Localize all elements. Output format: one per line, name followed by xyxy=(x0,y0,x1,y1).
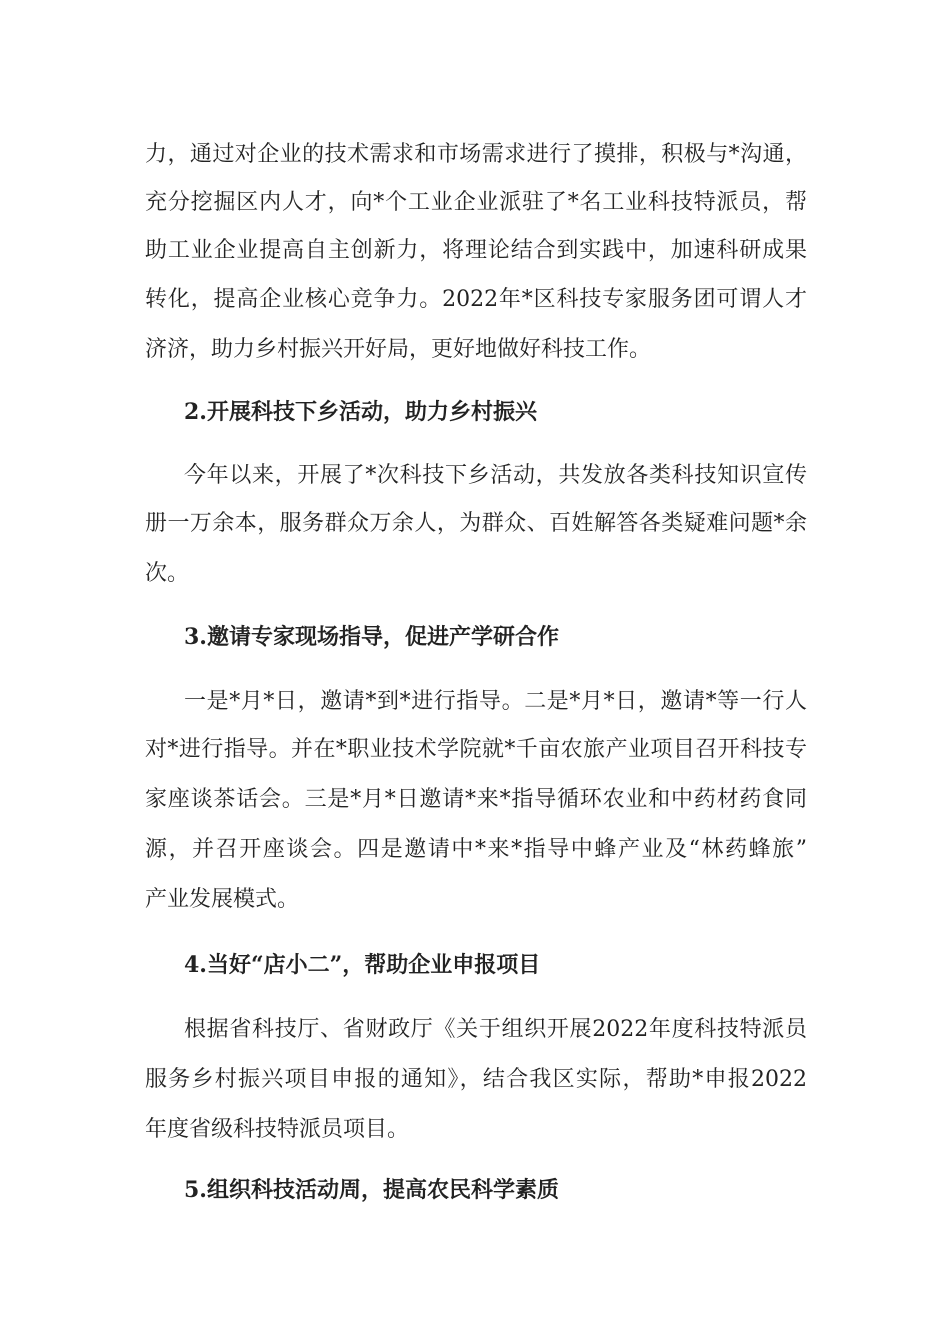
section-heading: 4.当好“店小二”，帮助企业申报项目 xyxy=(184,952,541,978)
paragraph-line: 产业发展模式。 xyxy=(145,887,300,912)
paragraph-line: 充分挖掘区内人才，向*个工业企业派驻了*名工业科技特派员，帮 xyxy=(145,190,807,215)
section-heading: 2.开展科技下乡活动，助力乡村振兴 xyxy=(184,399,537,425)
paragraph-line: 今年以来，开展了*次科技下乡活动，共发放各类科技知识宣传 xyxy=(184,463,807,488)
paragraph-line: 服务乡村振兴项目申报的通知》，结合我区实际，帮助*申报2022 xyxy=(145,1067,807,1092)
paragraph-line: 次。 xyxy=(145,561,190,586)
paragraph-line: 源，并召开座谈会。四是邀请中*来*指导中蜂产业及“林药蜂旅” xyxy=(145,837,807,862)
section-heading: 3.邀请专家现场指导，促进产学研合作 xyxy=(184,624,559,650)
paragraph-line: 一是*月*日，邀请*到*进行指导。二是*月*日，邀请*等一行人 xyxy=(184,689,807,714)
paragraph-line: 根据省科技厅、省财政厅《关于组织开展2022年度科技特派员 xyxy=(184,1017,807,1042)
paragraph-line: 年度省级科技特派员项目。 xyxy=(145,1117,410,1142)
paragraph-line: 助工业企业提高自主创新力，将理论结合到实践中，加速科研成果 xyxy=(145,238,807,263)
paragraph-line: 转化，提高企业核心竞争力。2022年*区科技专家服务团可谓人才 xyxy=(145,287,807,312)
paragraph-line: 家座谈茶话会。三是*月*日邀请*来*指导循环农业和中药材药食同 xyxy=(145,787,807,812)
paragraph-line: 济济，助力乡村振兴开好局，更好地做好科技工作。 xyxy=(145,337,652,362)
paragraph-line: 对*进行指导。并在*职业技术学院就*千亩农旅产业项目召开科技专 xyxy=(145,737,807,762)
paragraph-line: 力，通过对企业的技术需求和市场需求进行了摸排，积极与*沟通， xyxy=(145,142,807,167)
paragraph-line: 册一万余本，服务群众万余人，为群众、百姓解答各类疑难问题*余 xyxy=(145,511,807,536)
section-heading: 5.组织科技活动周，提高农民科学素质 xyxy=(184,1177,559,1203)
